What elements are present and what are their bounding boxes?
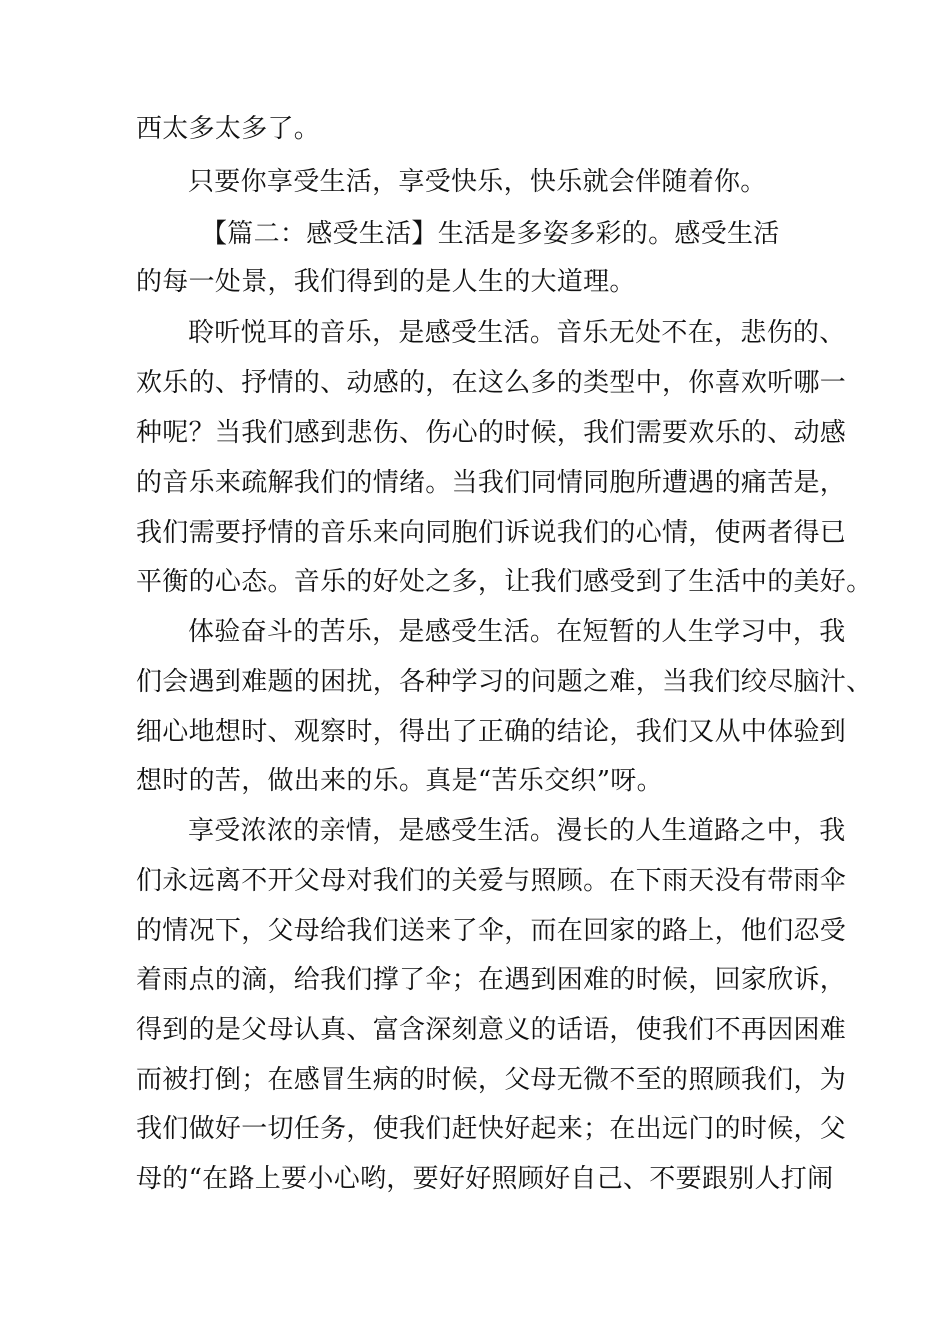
text-line-19: 得到的是父母认真、富含深刻意义的话语，使我们不再因困难: [136, 1015, 847, 1045]
text-line-4: 的每一处景，我们得到的是人生的大道理。: [136, 267, 636, 297]
text-line-10: 平衡的心态。音乐的好处之多，让我们感受到了生活中的美好。: [136, 567, 873, 597]
text-line-3: 【篇二：感受生活】生活是多姿多彩的。感受生活: [201, 219, 780, 249]
text-line-14: 想时的苦，做出来的乐。真是“苦乐交织”呀。: [136, 766, 663, 796]
text-line-7: 种呢？当我们感到悲伤、伤心的时候，我们需要欢乐的、动感: [136, 418, 847, 448]
text-line-9: 我们需要抒情的音乐来向同胞们诉说我们的心情，使两者得已: [136, 518, 847, 548]
text-line-2: 只要你享受生活，享受快乐，快乐就会伴随着你。: [188, 167, 767, 197]
text-line-12: 们会遇到难题的困扰，各种学习的问题之难，当我们绞尽脑汁、: [136, 667, 873, 697]
text-line-18: 着雨点的滴，给我们撑了伞；在遇到困难的时候，回家欣诉，: [136, 965, 847, 995]
text-line-8: 的音乐来疏解我们的情绪。当我们同情同胞所遭遇的痛苦是，: [136, 468, 847, 498]
text-line-1: 西太多太多了。: [136, 114, 321, 144]
text-line-5: 聆听悦耳的音乐，是感受生活。音乐无处不在，悲伤的、: [188, 318, 846, 348]
text-line-17: 的情况下，父母给我们送来了伞，而在回家的路上，他们忍受: [136, 916, 847, 946]
text-line-15: 享受浓浓的亲情，是感受生活。漫长的人生道路之中，我: [188, 816, 846, 846]
text-line-20: 而被打倒；在感冒生病的时候，父母无微不至的照顾我们，为: [136, 1065, 847, 1095]
text-line-22: 母的“在路上要小心哟，要好好照顾好自己、不要跟别人打闹: [136, 1164, 834, 1194]
text-line-11: 体验奋斗的苦乐，是感受生活。在短暂的人生学习中，我: [188, 617, 846, 647]
text-line-16: 们永远离不开父母对我们的关爱与照顾。在下雨天没有带雨伞: [136, 866, 847, 896]
text-line-6: 欢乐的、抒情的、动感的，在这么多的类型中，你喜欢听哪一: [136, 368, 847, 398]
text-line-13: 细心地想时、观察时，得出了正确的结论，我们又从中体验到: [136, 717, 847, 747]
text-line-21: 我们做好一切任务，使我们赶快好起来；在出远门的时候，父: [136, 1114, 847, 1144]
